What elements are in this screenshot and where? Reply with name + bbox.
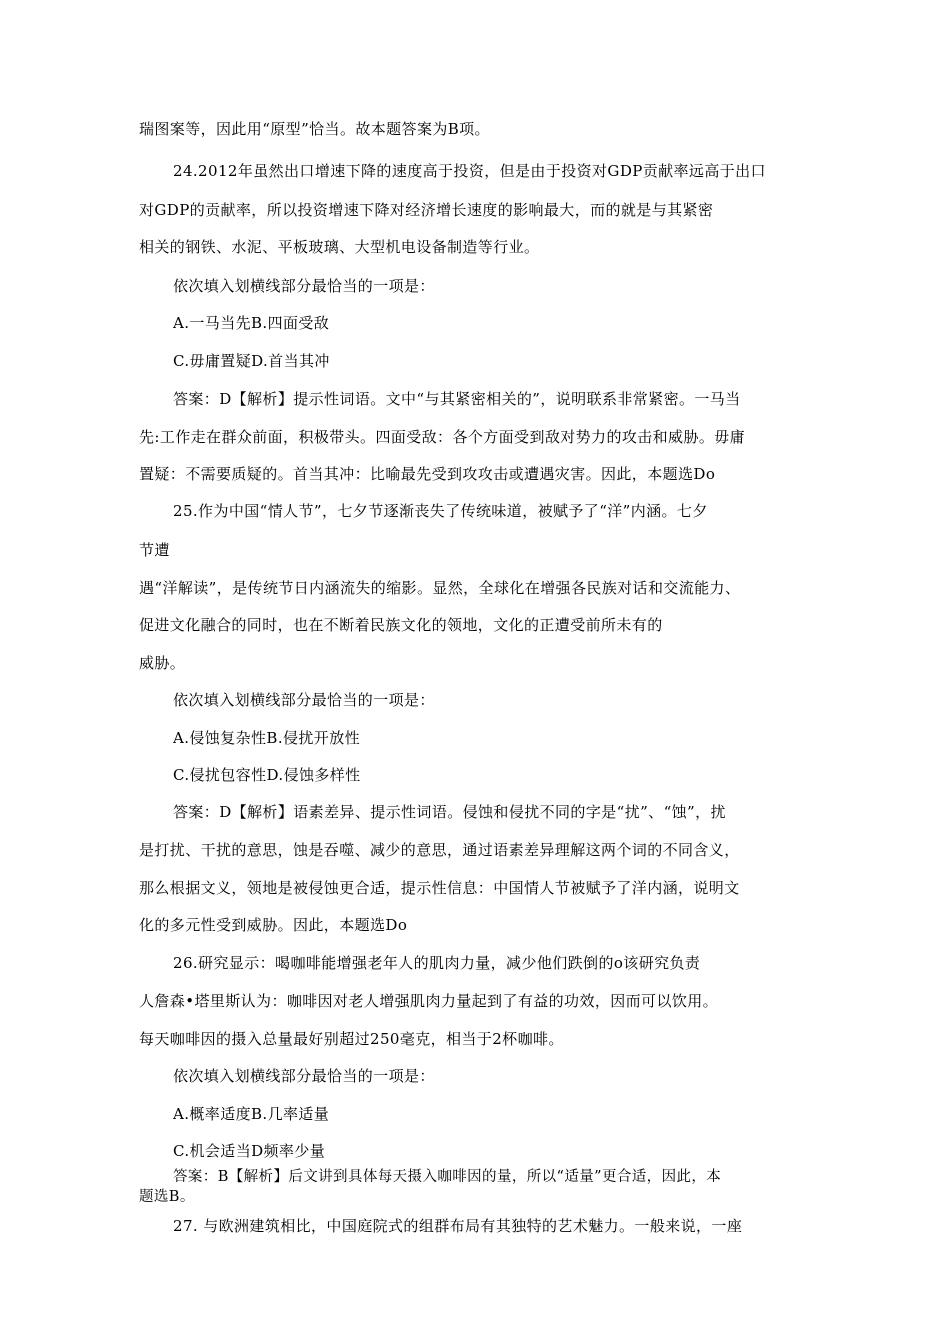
text-line: 是打扰、干扰的意思，蚀是吞噬、减少的意思，通过语素差异理解这两个词的不同含义， <box>139 841 740 859</box>
question-25-line: 25.作为中国“情人节”，七夕节逐渐丧失了传统味道，被赋予了“洋”内涵。七夕 <box>173 502 708 520</box>
text-line: 化的多元性受到威胁。因此，本题选Do <box>139 916 408 934</box>
question-26-line: 26.研究显示：喝咖啡能增强老年人的肌肉力量，减少他们跌倒的o该研究负责 <box>173 954 701 972</box>
option-line: A.侵蚀复杂性B.侵扰开放性 <box>173 729 360 747</box>
text-line: 置疑：不需要质疑的。首当其冲：比喻最先受到攻攻击或遭遇灾害。因此，本题选Do <box>139 465 716 483</box>
text-line: 每天咖啡因的摄入总量最好别超过250毫克，相当于2杯咖啡。 <box>139 1030 564 1048</box>
option-line: A.一马当先B.四面受敌 <box>173 314 330 332</box>
question-27-line: 27. 与欧洲建筑相比，中国庭院式的组群布局有其独特的艺术魅力。一般来说，一座 <box>173 1217 743 1235</box>
text-line: 先:工作走在群众前面，积极带头。四面受敌：各个方面受到敌对势力的攻击和威胁。毋庸 <box>139 428 746 446</box>
answer-line: 答案：D【解析】语素差异、提示性词语。侵蚀和侵扰不同的字是“扰”、“蚀”，扰 <box>173 803 726 821</box>
instruction-line: 依次填入划横线部分最恰当的一项是： <box>173 277 435 295</box>
instruction-line: 依次填入划横线部分最恰当的一项是： <box>173 691 435 709</box>
text-line: 威胁。 <box>139 654 186 672</box>
text-line: 对GDP的贡献率，所以投资增速下降对经济增长速度的影响最大，而的就是与其紧密 <box>139 201 714 219</box>
text-line: 节遭 <box>139 541 170 559</box>
option-line: C.机会适当D频率少量 <box>173 1142 326 1160</box>
text-line: 瑞图案等，因此用“原型”恰当。故本题答案为B项。 <box>139 120 490 138</box>
text-line: 题选B。 <box>139 1189 195 1205</box>
option-line: C.毋庸置疑D.首当其冲 <box>173 352 330 370</box>
text-line: 遇“洋解读”，是传统节日内涵流失的缩影。显然，全球化在增强各民族对话和交流能力、 <box>139 579 741 597</box>
text-line: 相关的钢铁、水泥、平板玻璃、大型机电设备制造等行业。 <box>139 238 540 256</box>
text-line: 人詹森•塔里斯认为：咖啡因对老人增强肌肉力量起到了有益的功效，因而可以饮用。 <box>139 992 719 1010</box>
question-24-line: 24.2012年虽然出口增速下降的速度高于投资，但是由于投资对GDP贡献率远高于出口 <box>173 162 766 180</box>
text-line: 那么根据文义，领地是被侵蚀更合适，提示性信息：中国情人节被赋予了洋内涵，说明文 <box>139 879 740 897</box>
answer-line: 答案：D【解析】提示性词语。文中“与其紧密相关的”，说明联系非常紧密。一马当 <box>173 390 741 408</box>
text-line: 促进文化融合的同时，也在不断着民族文化的领地，文化的正遭受前所未有的 <box>139 616 663 634</box>
instruction-line: 依次填入划横线部分最恰当的一项是： <box>173 1067 435 1085</box>
answer-line: 答案：B【解析】后文讲到具体每天摄入咖啡因的量，所以“适量”更合适，因此，本 <box>173 1169 722 1185</box>
option-line: C.侵扰包容性D.侵蚀多样性 <box>173 766 361 784</box>
option-line: A.概率适度B.几率适量 <box>173 1105 330 1123</box>
